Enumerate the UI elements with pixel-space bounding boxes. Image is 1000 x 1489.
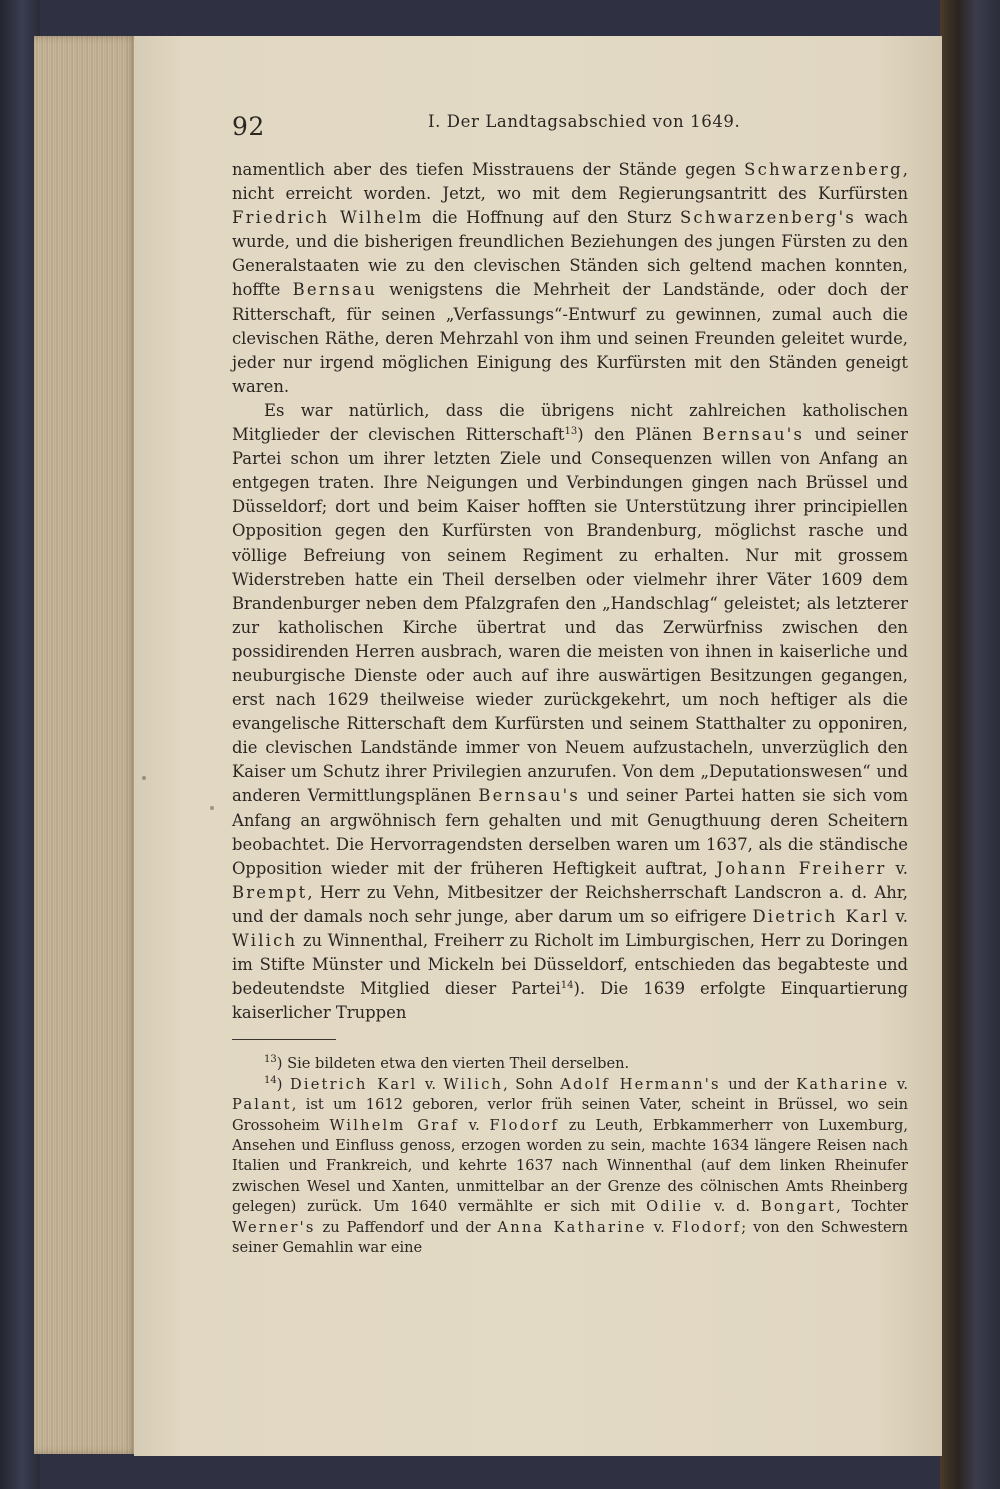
- stacked-page-edges: [34, 36, 138, 1454]
- book-page: [134, 36, 942, 1456]
- margin-dot: [210, 806, 214, 810]
- footnote-ref-14: 14: [560, 980, 574, 992]
- page-number: 92: [232, 112, 265, 141]
- paragraph-2: Es war natürlich, dass die übrigens nicht zahlreichen katholischen Mitglieder der clevischen Ritterschaft$^{13}$) den Plänen Bernsau's und seiner Partei schon um ihrer letzten Ziele und Consequenzen willen von Anfang an entgegen traten. Ihre Neigungen und Verbindungen gingen nach Brüssel und Düsseldorf; dort und beim Kaiser hofften sie Unterstützung ihrer principiellen Opposition gegen den Kurfürsten von Brandenburg, möglichst rasche und völlige Befreiung von seinem Regiment zu erhalten. Nur mit grossem Widerstreben hatte ein Theil derselben oder vielmehr ihrer Väter 1609 dem Brandenburger neben dem Pfalzgrafen den „Handschlag“ geleistet; als letzterer zur katholischen Kirche übertrat und das Zerwürfniss zwischen den possidirenden Herren ausbrach, waren die meisten von ihnen in kaiserliche und neuburgische Dienste oder auch auf ihre auswärtigen Besitzungen gegangen, erst nach 1629 theilweise wieder zurückgekehrt, um noch heftiger als die evangelische Ritterschaft dem Kurfürsten und seinem Statthalter zu opponiren, die clevischen Landstände immer von Neuem aufzustacheln, unverzüglich den Kaiser um Schutz ihrer Privilegien anzurufen. Von dem „Deputationswesen“ und anderen Vermittlungsplänen Bernsau's und seiner Partei hatten sie sich vom Anfang an argwöhnisch fern gehalten und mit Genugthuung deren Scheitern beobachtet. Die Hervorragendsten derselben waren um 1637, als die ständische Opposition wieder mit der früheren Heftigkeit auftrat, Johann Freiherr v. Brempt, Herr zu Vehn, Mitbesitzer der Reichsherrschaft Landscron a. d. Ahr, und der damals noch sehr junge, aber darum um so eifrigere Dietrich Karl v. Wilich zu Winnenthal, Freiherr zu Richolt im Limburgischen, Herr zu Doringen im Stifte Münster und Mickeln bei Düsseldorf, entschieden das begabteste und bedeutendste Mitglied dieser Partei$^{14}$). Die 1639 erfolgte Einquartierung kaiserlicher Truppen: [232, 400, 909, 1023]
- footnotes: [232, 1054, 908, 1258]
- page-header: [232, 98, 908, 141]
- footnote-ref-13: 13: [564, 426, 578, 438]
- margin-mark: [142, 776, 146, 780]
- footnote-14: $^{14}$) Dietrich Karl v. Wilich, Sohn Adolf Hermann's und der Katharine v. Palant, ist um 1612 geboren, verlor früh seinen Vater, scheint in Brüssel, wo sein Grossoheim Wilhelm Graf v. Flodorf zu Leuth, Erbkammerherr von Luxemburg, Ansehen und Einfluss genoss, erzogen worden zu sein, machte 1634 längere Reisen nach Italien und Frankreich, und kehrte 1637 nach Winnenthal (auf dem linken Rheinufer zwischen Wesel und Xanten, unmittelbar an der Grenze des cölnischen Amts Rheinberg gelegen) zurück. Um 1640 vermählte er sich mit Odilie v. d. Bongart, Tochter Werner's zu Paffendorf und der Anna Katharine v. Flodorf; von den Schwestern seiner Gemahlin war eine: [232, 1074, 909, 1257]
- running-head: I. Der Landtagsabschied von 1649.: [428, 112, 741, 131]
- body-text: [232, 158, 908, 1025]
- footnote-divider: [232, 1039, 336, 1040]
- page-content: [232, 98, 908, 1258]
- book-cover-right-edge: [940, 0, 1000, 1489]
- footnote-13: $^{13}$) Sie bildeten etwa den vierten Theil derselben.: [264, 1054, 630, 1073]
- paragraph-1: namentlich aber des tiefen Misstrauens der Stände gegen Schwarzenberg, nicht erreicht worden. Jetzt, wo mit dem Regierungsantritt des Kurfürsten Friedrich Wilhelm die Hoffnung auf den Sturz Schwarzenberg's wach wurde, und die bisherigen freundlichen Beziehungen des jungen Fürsten zu den Generalstaaten wie zu den clevischen Ständen sich geltend machen konnten, hoffte Bernsau wenigstens die Mehrheit der Landstände, oder doch der Ritterschaft, für seinen „Verfassungs“-Entwurf zu gewinnen, zumal auch die clevischen Räthe, deren Mehrzahl von ihm und seinen Freunden geleitet wurde, jeder nur irgend möglichen Einigung des Kurfürsten mit den Ständen geneigt waren.: [232, 160, 908, 396]
